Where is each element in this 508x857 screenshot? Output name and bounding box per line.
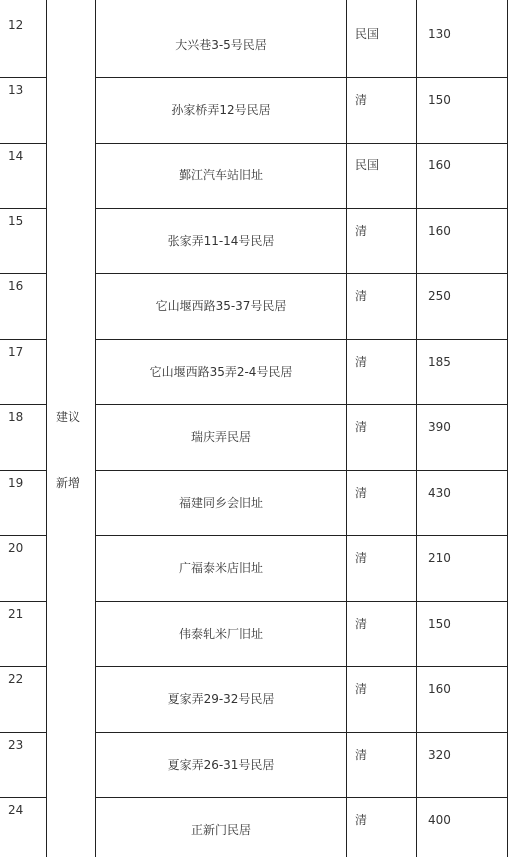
site-name: 鄞江汽车站旧址 (178, 168, 263, 182)
row-divider (0, 273, 46, 274)
era-label: 清 (355, 224, 368, 238)
row-number: 24 (8, 803, 24, 817)
row-divider (0, 470, 46, 471)
site-name: 瑞庆弄民居 (190, 430, 251, 444)
column-divider (46, 0, 47, 857)
category-label-line-1: 建议 (56, 410, 81, 424)
row-divider (95, 143, 508, 144)
count-value: 250 (428, 289, 451, 303)
category-label-line-2: 新增 (56, 476, 81, 490)
row-divider (95, 77, 508, 78)
site-name: 孙家桥弄12号民居 (171, 103, 271, 117)
count-value: 185 (428, 355, 451, 369)
row-number: 18 (8, 410, 24, 424)
column-divider (346, 0, 347, 857)
era-label: 清 (355, 93, 368, 107)
row-divider (0, 404, 46, 405)
site-name: 伟泰轧米厂旧址 (178, 627, 263, 641)
row-number: 22 (8, 672, 24, 686)
site-name: 张家弄11-14号民居 (167, 234, 275, 248)
site-name: 夏家弄26-31号民居 (167, 758, 275, 772)
row-number: 21 (8, 607, 24, 621)
site-name: 它山堰西路35弄2-4号民居 (149, 365, 293, 379)
site-name: 正新门民居 (190, 823, 251, 837)
era-label: 清 (355, 813, 368, 827)
count-value: 400 (428, 813, 451, 827)
row-divider (0, 535, 46, 536)
row-number: 16 (8, 279, 24, 293)
count-value: 160 (428, 682, 451, 696)
row-divider (95, 666, 508, 667)
row-number: 15 (8, 214, 24, 228)
row-divider (0, 77, 46, 78)
site-name: 它山堰西路35-37号民居 (155, 299, 287, 313)
era-label: 清 (355, 682, 368, 696)
count-value: 160 (428, 158, 451, 172)
count-value: 160 (428, 224, 451, 238)
era-label: 清 (355, 551, 368, 565)
row-divider (0, 208, 46, 209)
row-number: 12 (8, 18, 24, 32)
row-divider (95, 404, 508, 405)
count-value: 150 (428, 617, 451, 631)
row-divider (95, 273, 508, 274)
row-divider (0, 732, 46, 733)
site-name: 广福泰米店旧址 (178, 561, 263, 575)
era-label: 清 (355, 355, 368, 369)
row-number: 19 (8, 476, 24, 490)
row-divider (95, 732, 508, 733)
count-value: 210 (428, 551, 451, 565)
count-value: 130 (428, 27, 451, 41)
row-number: 20 (8, 541, 24, 555)
row-number: 14 (8, 149, 24, 163)
era-label: 清 (355, 486, 368, 500)
row-divider (95, 535, 508, 536)
row-number: 13 (8, 83, 24, 97)
row-divider (95, 470, 508, 471)
row-divider (0, 143, 46, 144)
site-name: 大兴巷3-5号民居 (175, 38, 267, 52)
row-divider (0, 797, 46, 798)
era-label: 清 (355, 748, 368, 762)
site-name: 夏家弄29-32号民居 (167, 692, 275, 706)
column-divider (416, 0, 417, 857)
era-label: 清 (355, 289, 368, 303)
era-label: 清 (355, 617, 368, 631)
site-name: 福建同乡会旧址 (178, 496, 263, 510)
era-label: 民国 (355, 158, 380, 172)
era-label: 清 (355, 420, 368, 434)
row-divider (0, 339, 46, 340)
era-label: 民国 (355, 27, 380, 41)
count-value: 320 (428, 748, 451, 762)
count-value: 150 (428, 93, 451, 107)
row-divider (0, 666, 46, 667)
row-divider (95, 208, 508, 209)
row-divider (95, 797, 508, 798)
count-value: 390 (428, 420, 451, 434)
column-divider (95, 0, 96, 857)
row-number: 17 (8, 345, 24, 359)
row-number: 23 (8, 738, 24, 752)
row-divider (95, 339, 508, 340)
count-value: 430 (428, 486, 451, 500)
row-divider (0, 601, 46, 602)
row-divider (95, 601, 508, 602)
